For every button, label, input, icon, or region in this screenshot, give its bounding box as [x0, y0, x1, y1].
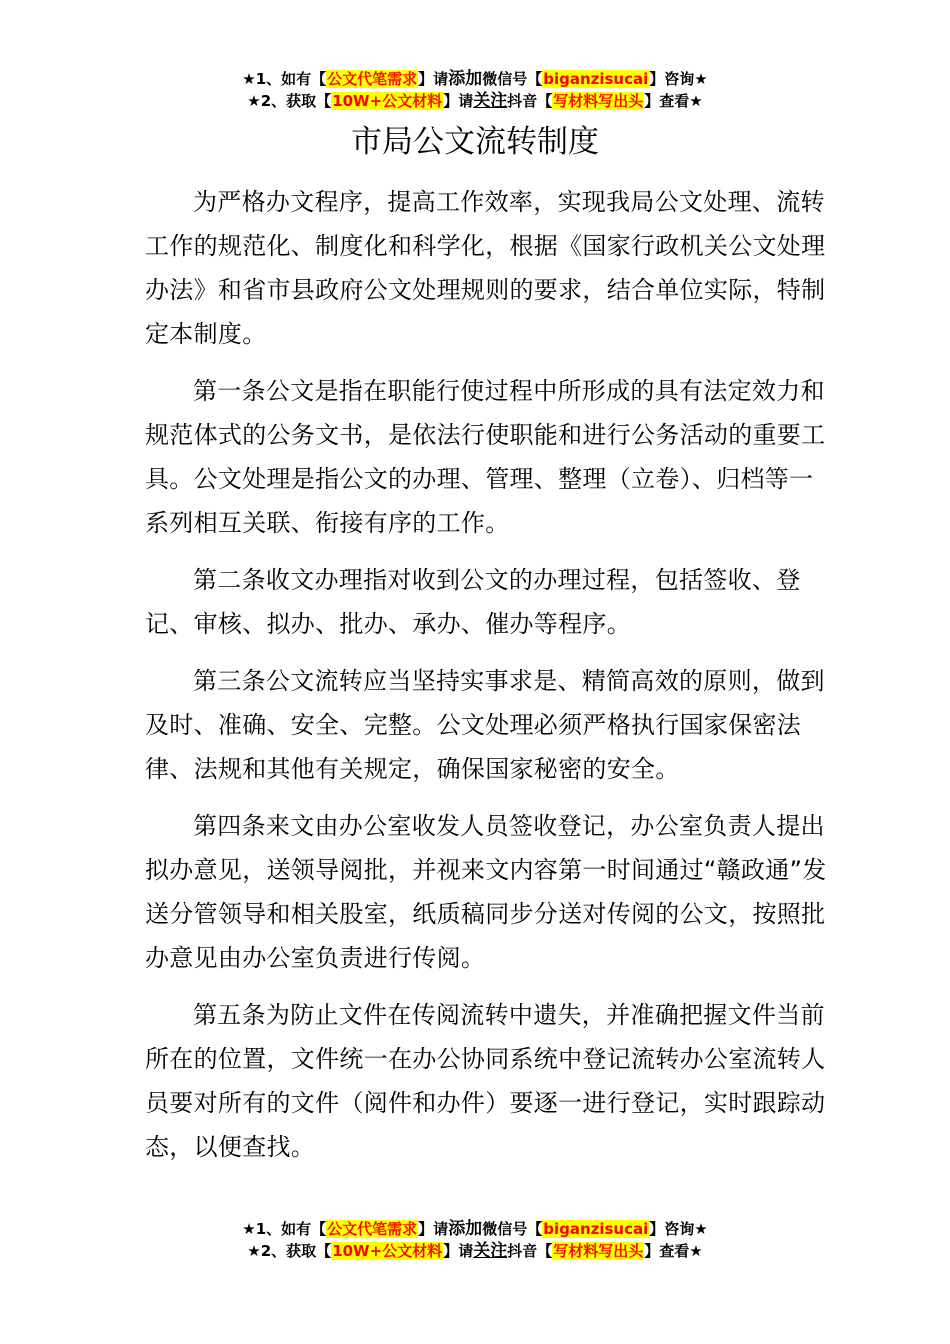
banner-text: 抖音【 [507, 92, 553, 110]
banner-text: 】咨询★ [649, 1220, 708, 1238]
document-body [145, 180, 835, 1182]
banner-text: 】请 [443, 1242, 474, 1260]
paragraph-article-2: 第二条收文办理指对收到公文的办理过程，包括签收、登记、审核、拟办、批办、承办、催办等程序。 [145, 566, 801, 638]
banner-text: ★1、如有【 [242, 70, 327, 88]
banner-highlight: 10W+公文材料 [332, 1242, 443, 1260]
banner-emphasis: 添加 [448, 69, 483, 89]
banner-highlight: 写材料写出头 [553, 92, 644, 110]
banner-highlight: 公文代笔需求 [327, 1220, 418, 1238]
banner-highlight: 10W+公文材料 [332, 92, 443, 110]
banner-highlight: biganzisucai [543, 1220, 649, 1238]
banner-highlight: 公文代笔需求 [327, 70, 418, 88]
banner-text: 】咨询★ [649, 70, 708, 88]
banner-text: 微信号【 [482, 70, 543, 88]
paragraph-article-4: 第四条来文由办公室收发人员签收登记，办公室负责人提出拟办意见，送领导阅批，并视来文内容第一时间通过“赣政通”发送分管领导和相关股室，纸质稿同步分送对传阅的公文，按照批办意见由办公室负责进行传阅。 [145, 812, 827, 972]
banner-text: 】请 [418, 1220, 449, 1238]
banner-line-2 [0, 1240, 950, 1262]
banner-line-2 [0, 90, 950, 112]
banner-text: 微信号【 [482, 1220, 543, 1238]
banner-highlight: 写材料写出头 [553, 1242, 644, 1260]
banner-text: 】请 [443, 92, 474, 110]
document-title: 市局公文流转制度 [351, 124, 599, 160]
banner-text: 】请 [418, 70, 449, 88]
banner-text: ★2、获取【 [247, 1242, 332, 1260]
paragraph-article-5: 第五条为防止文件在传阅流转中遗失，并准确把握文件当前所在的位置，文件统一在办公协同系统中登记流转办公室流转人员要对所有的文件（阅件和办件）要逐一进行登记，实时跟踪动态，以便查找。 [145, 1001, 826, 1161]
banner-text: ★1、如有【 [242, 1220, 327, 1238]
banner-line-1 [0, 68, 950, 90]
paragraph-article-3: 第三条公文流转应当坚持实事求是、精简高效的原则，做到及时、准确、安全、完整。公文处理必须严格执行国家保密法律、法规和其他有关规定，确保国家秘密的安全。 [145, 667, 825, 783]
top-banner [0, 68, 950, 112]
paragraph-article-1: 第一条公文是指在职能行使过程中所形成的具有法定效力和规范体式的公务文书，是依法行使职能和进行公务活动的重要工具。公文处理是指公文的办理、管理、整理（立卷）、归档等一系列相互关联、衔接有序的工作。 [145, 377, 826, 537]
banner-text: 】查看★ [644, 1242, 703, 1260]
banner-emphasis: 关注 [473, 1241, 508, 1261]
banner-highlight: biganzisucai [543, 70, 649, 88]
banner-line-1 [0, 1218, 950, 1240]
banner-text: 】查看★ [644, 92, 703, 110]
banner-emphasis: 关注 [473, 91, 508, 111]
banner-emphasis: 添加 [448, 1219, 483, 1239]
paragraph-intro: 为严格办文程序，提高工作效率，实现我局公文处理、流转工作的规范化、制度化和科学化，根据《国家行政机关公文处理办法》和省市县政府公文处理规则的要求，结合单位实际，特制定本制度。 [145, 188, 826, 348]
bottom-banner [0, 1218, 950, 1262]
banner-text: ★2、获取【 [247, 92, 332, 110]
banner-text: 抖音【 [507, 1242, 553, 1260]
